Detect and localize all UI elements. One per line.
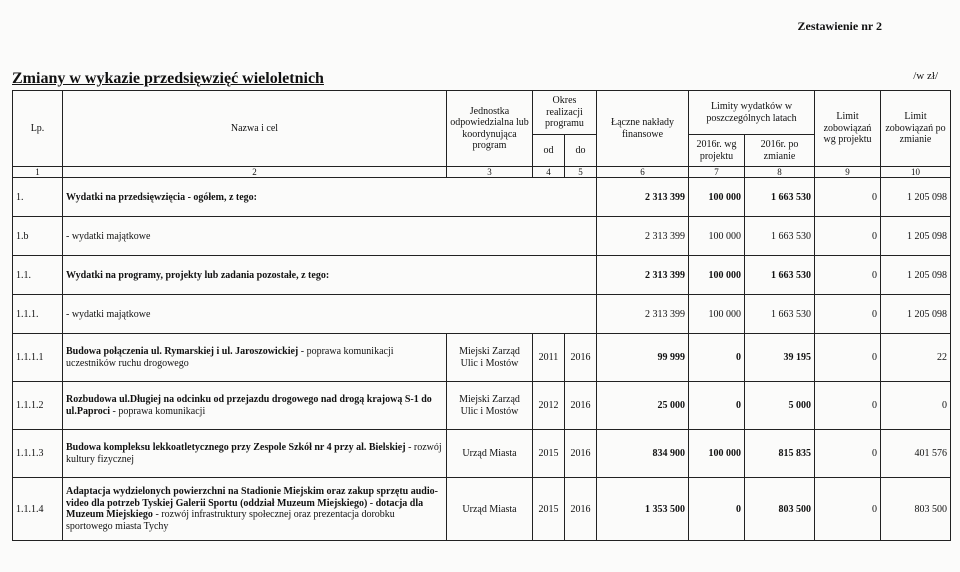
row-limit-zm: 22: [881, 334, 951, 382]
col-limit-zmiana: Limit zobowiązań po zmianie: [881, 91, 951, 167]
row-po-zmianie: 803 500: [745, 478, 815, 541]
row-od: 2015: [533, 478, 565, 541]
row-wg-projektu: 100 000: [689, 295, 745, 334]
row-name: [63, 478, 447, 541]
table-row: [13, 334, 951, 382]
row-naklady: 2 313 399: [597, 217, 689, 256]
row-name: [63, 334, 447, 382]
row-po-zmianie: 1 663 530: [745, 256, 815, 295]
col-jednostka: Jednostka odpowiedzialna lub koordynująca program: [447, 91, 533, 167]
row-name: Wydatki na programy, projekty lub zadania pozostałe, z tego:: [63, 256, 597, 295]
col-limit-projekt: Limit zobowiązań wg projektu: [815, 91, 881, 167]
row-limit-proj: 0: [815, 334, 881, 382]
col-lp: Lp.: [13, 91, 63, 167]
row-od: 2015: [533, 430, 565, 478]
row-limit-proj: 0: [815, 430, 881, 478]
row-naklady: 2 313 399: [597, 295, 689, 334]
row-naklady: 2 313 399: [597, 178, 689, 217]
col-rok-projekt: 2016r. wg projektu: [689, 135, 745, 167]
col-number: 5: [565, 167, 597, 178]
table-row: [13, 217, 951, 256]
row-limit-proj: 0: [815, 478, 881, 541]
row-naklady: 99 999: [597, 334, 689, 382]
col-number: 9: [815, 167, 881, 178]
row-lp: 1.1.: [13, 256, 63, 295]
row-wg-projektu: 0: [689, 382, 745, 430]
col-number: 4: [533, 167, 565, 178]
row-wg-projektu: 100 000: [689, 430, 745, 478]
col-number: 2: [63, 167, 447, 178]
table-row: [13, 256, 951, 295]
row-name-bold: Rozbudowa ul.Długiej na odcinku od przejazdu drogowego nad drogą krajową S-1 do ul.Paproci: [66, 394, 432, 417]
row-wg-projektu: 100 000: [689, 178, 745, 217]
row-limit-zm: 1 205 098: [881, 217, 951, 256]
col-number: 3: [447, 167, 533, 178]
row-od: 2011: [533, 334, 565, 382]
col-number: 6: [597, 167, 689, 178]
table-row: [13, 382, 951, 430]
row-name: Wydatki na przedsięwzięcia - ogółem, z tego:: [63, 178, 597, 217]
row-unit: Miejski Zarząd Ulic i Mostów: [447, 334, 533, 382]
table-row: [13, 178, 951, 217]
row-limit-proj: 0: [815, 382, 881, 430]
row-wg-projektu: 0: [689, 478, 745, 541]
row-name: [63, 382, 447, 430]
row-naklady: 1 353 500: [597, 478, 689, 541]
row-unit: Miejski Zarząd Ulic i Mostów: [447, 382, 533, 430]
table-row: [13, 430, 951, 478]
col-number: 1: [13, 167, 63, 178]
column-numbers-row: [13, 167, 951, 178]
row-name-rest: - rozwój kultury fizycznej: [66, 442, 442, 465]
col-do: do: [565, 135, 597, 167]
row-lp: 1.: [13, 178, 63, 217]
col-od: od: [533, 135, 565, 167]
table-row: [13, 478, 951, 541]
row-po-zmianie: 1 663 530: [745, 178, 815, 217]
row-limit-proj: 0: [815, 178, 881, 217]
row-limit-proj: 0: [815, 256, 881, 295]
row-od: 2012: [533, 382, 565, 430]
row-do: 2016: [565, 334, 597, 382]
row-limit-zm: 803 500: [881, 478, 951, 541]
row-po-zmianie: 815 835: [745, 430, 815, 478]
row-name: - wydatki majątkowe: [63, 295, 597, 334]
row-po-zmianie: 39 195: [745, 334, 815, 382]
row-limit-proj: 0: [815, 295, 881, 334]
projects-table: [12, 90, 951, 541]
row-name: [63, 430, 447, 478]
col-nazwa: Nazwa i cel: [63, 91, 447, 167]
col-number: 8: [745, 167, 815, 178]
row-do: 2016: [565, 382, 597, 430]
row-name-bold: Budowa połączenia ul. Rymarskiej i ul. Jaroszowickiej: [66, 346, 299, 358]
page-title: Zmiany w wykazie przedsięwzięć wieloletnich: [12, 70, 324, 87]
col-okres: Okres realizacji programu: [533, 91, 597, 135]
row-wg-projektu: 100 000: [689, 217, 745, 256]
col-rok-zmiana: 2016r. po zmianie: [745, 135, 815, 167]
col-naklady: Łączne nakłady finansowe: [597, 91, 689, 167]
row-lp: 1.1.1.: [13, 295, 63, 334]
row-unit: Urząd Miasta: [447, 430, 533, 478]
col-number: 10: [881, 167, 951, 178]
row-limit-zm: 1 205 098: [881, 178, 951, 217]
document-number: Zestawienie nr 2: [797, 19, 882, 33]
row-name-rest: - poprawa komunikacji: [109, 405, 206, 417]
col-number: 7: [689, 167, 745, 178]
row-lp: 1.1.1.1: [13, 334, 63, 382]
row-do: 2016: [565, 430, 597, 478]
row-lp: 1.1.1.2: [13, 382, 63, 430]
row-limit-zm: 1 205 098: [881, 256, 951, 295]
row-name-bold: Budowa kompleksu lekkoatletycznego przy Zespole Szkół nr 4 przy al. Bielskiej: [66, 442, 406, 454]
row-naklady: 25 000: [597, 382, 689, 430]
row-do: 2016: [565, 478, 597, 541]
row-lp: 1.1.1.4: [13, 478, 63, 541]
row-lp: 1.1.1.3: [13, 430, 63, 478]
col-limity: Limity wydatków w poszczególnych latach: [689, 91, 815, 135]
row-po-zmianie: 1 663 530: [745, 295, 815, 334]
row-name-rest: - poprawa komunikacji uczestników ruchu drogowego: [66, 346, 394, 369]
row-limit-zm: 1 205 098: [881, 295, 951, 334]
row-unit: Urząd Miasta: [447, 478, 533, 541]
row-lp: 1.b: [13, 217, 63, 256]
row-naklady: 834 900: [597, 430, 689, 478]
row-name-rest: - rozwój infrastruktury społecznej oraz prezentacja dorobku sportowego miasta Tychy: [66, 509, 395, 532]
row-name: - wydatki majątkowe: [63, 217, 597, 256]
row-limit-zm: 0: [881, 382, 951, 430]
row-po-zmianie: 5 000: [745, 382, 815, 430]
row-naklady: 2 313 399: [597, 256, 689, 295]
row-name-bold: Adaptacja wydzielonych powierzchni na Stadionie Miejskim oraz zakup sprzętu audio-video dla potrzeb Tyskiej Galerii Sportu (oddział Muzeum Miejskiego) - dotacja dla Muzeum Miejskiego: [66, 486, 438, 521]
row-wg-projektu: 100 000: [689, 256, 745, 295]
row-wg-projektu: 0: [689, 334, 745, 382]
currency-unit: /w zł/: [913, 70, 938, 82]
table-row: [13, 295, 951, 334]
row-po-zmianie: 1 663 530: [745, 217, 815, 256]
row-limit-zm: 401 576: [881, 430, 951, 478]
row-limit-proj: 0: [815, 217, 881, 256]
